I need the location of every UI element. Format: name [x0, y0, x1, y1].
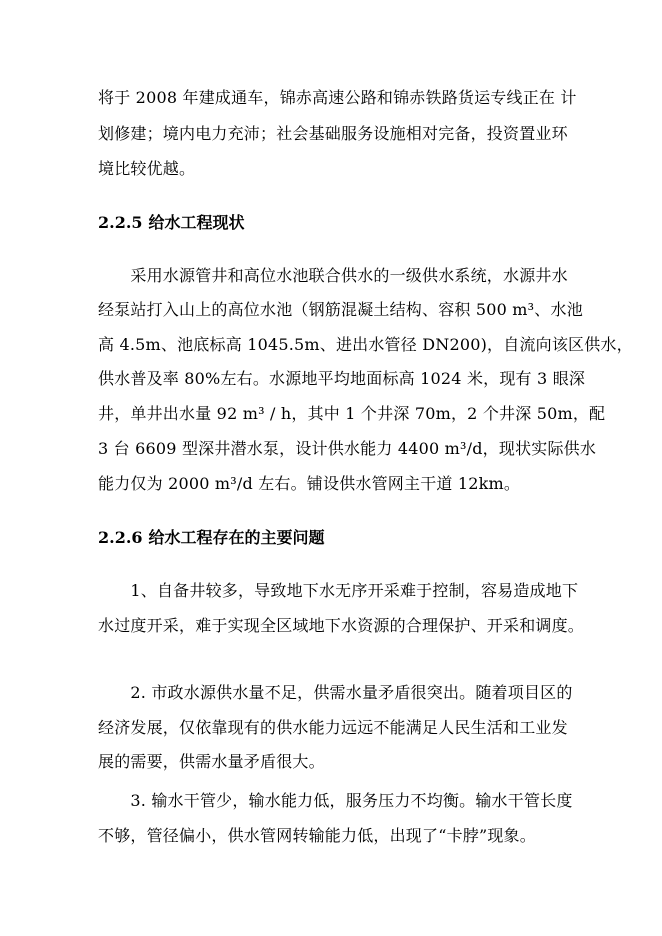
section-title: 给水工程存在的主要问题: [148, 528, 325, 547]
section-225-line-7: 能力仅为 2000 m³/d 左右。铺设供水管网主干道 12km。: [98, 474, 521, 493]
intro-line-3: 境比较优越。: [98, 159, 196, 178]
problem-2-line-1: 2. 市政水源供水量不足，供需水量矛盾很突出。随着项目区的: [98, 683, 573, 702]
section-225-line-5: 井，单井出水量 92 m³ / h，其中 1 个井深 70m，2 个井深 50m，配: [98, 404, 606, 423]
problem-2-line-2: 经济发展，仅依靠现有的供水能力远远不能满足人民生活和工业发: [98, 718, 568, 737]
section-heading-2-2-5: [98, 213, 245, 233]
section-225-line-1: 采用水源管井和高位水池联合供水的一级供水系统，水源井水: [98, 266, 568, 285]
section-225-line-4: 供水普及率 80%左右。水源地平均地面标高 1024 米，现有 3 眼深: [98, 369, 586, 388]
problem-1-line-2: 水过度开采，难于实现全区域地下水资源的合理保护、开采和调度。: [98, 616, 585, 635]
section-225-line-3: 高 4.5m、池底标高 1045.5m、进出水管径 DN200)，自流向该区供水，: [98, 335, 633, 354]
section-number: 2.2.6: [98, 528, 143, 547]
problem-3-line-2: 不够，管径偏小，供水管网转输能力低，出现了“卡脖”现象。: [98, 826, 536, 845]
section-heading-2-2-6: [98, 528, 325, 548]
section-225-line-2: 经泵站打入山上的高位水池（钢筋混凝土结构、容积 500 m³、水池: [98, 300, 583, 319]
problem-2-line-3: 展的需要，供需水量矛盾很大。: [98, 752, 325, 771]
intro-line-1: 将于 2008 年建成通车，锦赤高速公路和锦赤铁路货运专线正在 计: [98, 88, 577, 107]
section-title: 给水工程现状: [148, 213, 245, 232]
section-225-line-6: 3 台 6609 型深井潜水泵，设计供水能力 4400 m³/d，现状实际供水: [98, 439, 597, 458]
intro-line-2: 划修建；境内电力充沛；社会基础服务设施相对完备，投资置业环: [98, 124, 568, 143]
problem-1-line-1: 1、自备井较多，导致地下水无序开采难于控制，容易造成地下: [98, 581, 579, 600]
section-number: 2.2.5: [98, 213, 143, 232]
problem-3-line-1: 3. 输水干管少，输水能力低，服务压力不均衡。输水干管长度: [98, 791, 573, 810]
